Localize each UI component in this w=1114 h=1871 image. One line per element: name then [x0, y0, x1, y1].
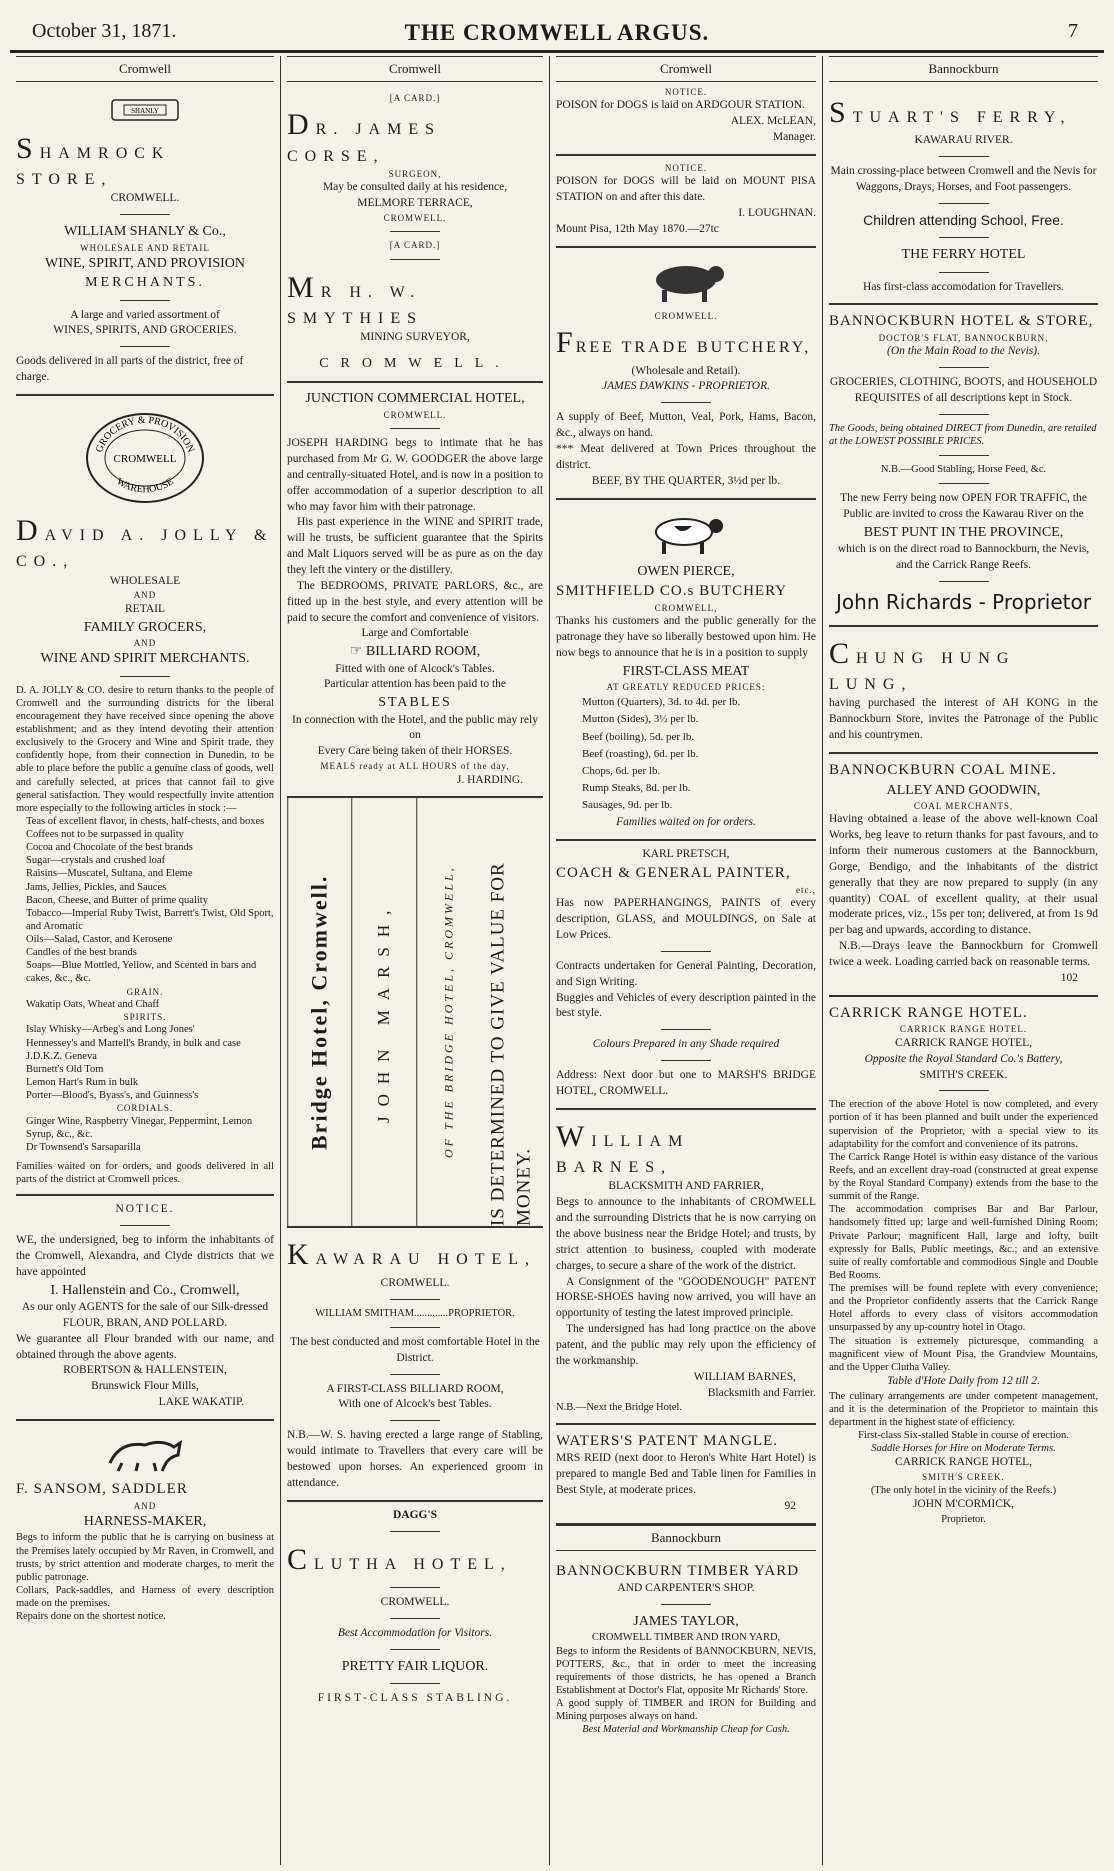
shamrock-body: A large and varied assortment of: [70, 308, 220, 321]
chung-body: having purchased the interest of AH KONG in the Bannockburn Store, invites the Patronage of the Public and his countrymen.: [829, 697, 1098, 741]
shamrock-body2: WINES, SPIRITS, AND GROCERIES.: [53, 324, 237, 337]
column-heading: Bannockburn: [556, 1525, 816, 1551]
junction-line: Large and Comfortable: [361, 627, 469, 640]
junction-signature: J. HARDING.: [456, 773, 523, 786]
ad-stuarts-ferry: [829, 86, 1098, 305]
notice-body4: We guarantee all Flour branded with our name, and obtained through the above agents.: [16, 1332, 274, 1361]
corse-title: DR. JAMES CORSE,: [287, 108, 442, 165]
carrick-para: The accommodation comprises Bar and Bar Parlour, handsomely fitted up; large and well-furnished Dining Room; Private Parlour; magnificent Hall, large and lofty, built expressly for Balls, Public meetings, &c.; and an extensive suite of really comfortable and commodious Single and Double Bed Rooms.: [829, 1204, 1098, 1281]
bridge-hotel-title: Bridge Hotel, Cromwell.: [287, 798, 351, 1226]
ferry-place: KAWARAU RIVER.: [914, 134, 1013, 147]
timber-body3: Best Material and Workmanship Cheap for Cash.: [582, 1724, 790, 1736]
junction-body3: The BEDROOMS, PRIVATE PARLORS, &c., are fitted up in the best style, and every attention will be paid to secure the comfort and convenience of visitors.: [287, 579, 543, 624]
pretsch-body: Has now PAPERHANGINGS, PAINTS of every description, GLASS, and MOULDINGS, on Sale at Low Prices.: [556, 897, 816, 942]
notice-body: WE, the undersigned, beg to inform the inhabitants of the Cromwell, Alexandra, and Clyde districts that we have appointed: [16, 1234, 274, 1278]
sansom-body2: Collars, Pack-saddles, and Harness of every description made on the premises.: [16, 1584, 274, 1610]
list-item: Cocoa and Chocolate of the best brands: [26, 842, 193, 854]
jolly-line: WHOLESALE: [109, 574, 181, 587]
list-item: Soaps—Blue Mottled, Yellow, and Scented in bars and cakes, &c., &c.: [26, 960, 257, 985]
barnes-body2: A Consignment of the "GOODENOUGH" PATENT HORSE-SHOES having now arrived, you will have an opportunity of testing the latest improved principle.: [556, 1275, 816, 1320]
jolly-body: D. A. JOLLY & CO. desire to return thanks to the people of Cromwell and the surrounding districts for the liberal encouragement they have received since opening the above establishment; and as they intend devoting their attention exclusively to the Grocery and Wine and Spirit trade, they confidently hope, from their connection in Dunedin, to be able to place before the public a genuine class of goods, well and carefully selected, at prices that cannot fail to give general satisfaction. They would respectfully invite attention more especially to the following articles in stock :—: [16, 684, 274, 814]
smithfield-heading: FIRST-CLASS MEAT: [622, 663, 750, 679]
sansom-body3: Repairs done on the shortest notice.: [16, 1611, 166, 1623]
jolly-line: WINE AND SPIRIT MERCHANTS.: [40, 651, 250, 667]
coal-title: BANNOCKBURN COAL MINE.: [829, 761, 1057, 778]
price-row: [578, 798, 744, 813]
carrick-foot2: SMITH'S CREEK.: [922, 1472, 1005, 1483]
ad-coal-mine: [829, 754, 1098, 997]
timber-title: BANNOCKBURN TIMBER YARD: [556, 1562, 800, 1579]
pretsch-name: KARL PRETSCH,: [642, 848, 730, 861]
ad-barnes: [556, 1110, 816, 1425]
masthead-rule: [10, 50, 1104, 53]
kawarau-body: The best conducted and most comfortable Hotel in the District.: [290, 1335, 540, 1364]
coal-role: COAL MERCHANTS,: [913, 800, 1014, 811]
pretsch-address: Address: Next door but one to MARSH'S BRIDGE HOTEL, CROMWELL.: [556, 1069, 816, 1098]
list-item: Lemon Hart's Rum in bulk: [26, 1076, 139, 1088]
ad-junction-hotel: [287, 383, 543, 798]
timber-yard: CROMWELL TIMBER AND IRON YARD,: [591, 1632, 781, 1644]
list-item: Candles of the best brands: [26, 947, 137, 959]
carrick-sub: CARRICK RANGE HOTEL.: [899, 1024, 1028, 1035]
clutha-pre: DAGG'S: [392, 1508, 438, 1521]
barnes-sig: WILLIAM BARNES,: [693, 1370, 796, 1383]
ad-number: 102: [1060, 971, 1078, 984]
cow-icon: [646, 512, 726, 556]
bhotel-road: which is on the direct road to Bannockburn, the Nevis, and the Carrick Range Reefs.: [837, 543, 1090, 572]
smythies-place: CROMWELL.: [319, 356, 511, 372]
ferry-hotel: THE FERRY HOTEL: [901, 247, 1026, 263]
shanly-sign-logo: [110, 98, 180, 122]
carrick-horses: Saddle Horses for Hire on Moderate Terms.: [871, 1443, 1056, 1455]
butchery-body: A supply of Beef, Mutton, Veal, Pork, Hams, Bacon, &c., always on hand.: [556, 411, 816, 440]
bhotel-title: BANNOCKBURN HOTEL & STORE,: [829, 313, 1094, 330]
poison-date: Mount Pisa, 12th May 1870.—27tc: [556, 222, 719, 235]
barnes-nb: N.B.—Next the Bridge Hotel.: [556, 1402, 682, 1414]
ad-free-trade-butchery: [556, 248, 816, 500]
carrick-opposite: Opposite the Royal Standard Co.'s Battery,: [864, 1052, 1063, 1065]
shanly-sign-text: SHANLY: [131, 106, 159, 115]
carrick-para: The culinary arrangements are under competent management, and it is the determination of the Proprietor to maintain this department in the highest state of efficiency.: [829, 1390, 1098, 1429]
pretsch-colours: Colours Prepared in any Shade required: [592, 1038, 780, 1051]
kawarau-nb: N.B.—W. S. having erected a large range of Stabling, would intimate to Travellers that every care will be bestowed upon horses. An experienced groom in attendance.: [287, 1429, 543, 1489]
barnes-role2: Blacksmith and Farrier.: [707, 1386, 816, 1399]
mangle-body: MRS REID (next door to Heron's White Hart Hotel) is prepared to mangle Bed and Table linen for Families in Best Style, at moderate prices.: [556, 1452, 816, 1496]
list-item: Raisins—Muscatel, Sultana, and Eleme: [26, 868, 193, 880]
price-cell: Mutton (Quarters), 3d. to 4d. per lb.: [582, 696, 741, 709]
junction-body2: His past experience in the WINE and SPIRIT trade, will he trusts, be sufficient guarantee that the Spirits and Malt Liquors served will be as pure as on the day they left the vintery or the distillery.: [287, 516, 543, 576]
coal-firm: ALLEY AND GOODWIN,: [886, 782, 1041, 798]
list-item: Dr Townsend's Sarsaparilla: [26, 1141, 141, 1153]
pretsch-body2: Contracts undertaken for General Painting, Decoration, and Sign Writing.: [556, 959, 816, 988]
ad-smithfield-butchery: [556, 500, 816, 842]
corse-body3: CROMWELL.: [383, 212, 447, 223]
svg-text:GROCERY & PROVISION: [94, 415, 196, 454]
clutha-stabling: FIRST-CLASS STABLING.: [317, 1692, 513, 1704]
kawarau-place: CROMWELL.: [380, 1276, 450, 1289]
ad-hallenstein-notice: [16, 1196, 274, 1421]
jolly-cordial-items: [16, 1115, 274, 1154]
price-cell: Chops, 6d. per lb.: [582, 764, 661, 777]
list-item: J.D.K.Z. Geneva: [26, 1050, 97, 1062]
timber-owner: JAMES TAYLOR,: [633, 1614, 739, 1630]
column-heading: Cromwell: [556, 56, 816, 82]
smythies-role: MINING SURVEYOR,: [360, 331, 470, 344]
carrick-stable: First-class Six-stalled Stable in course of erection.: [858, 1430, 1069, 1442]
carrick-para: The erection of the above Hotel is now completed, and every portion of it has been planned and built under the experienced supervision of the Proprietor, with a special view to its adaptability for the comfort and convenience of its patrons.: [829, 1099, 1098, 1150]
kawarau-proprietor: WILLIAM SMITHAM.............PROPRIETOR.: [315, 1307, 515, 1319]
price-cell: Mutton (Sides), 3½ per lb.: [582, 713, 699, 726]
bhotel-body: GROCERIES, CLOTHING, BOOTS, and HOUSEHOLD REQUISITES of all descriptions kept in Stock.: [829, 376, 1098, 405]
junction-title: JUNCTION COMMERCIAL HOTEL,: [305, 391, 525, 407]
shamrock-role: WHOLESALE AND RETAIL: [80, 242, 210, 253]
clutha-place: CROMWELL.: [380, 1595, 450, 1608]
junction-line: Fitted with one of Alcock's Tables.: [335, 662, 495, 675]
carrick-para: The Carrick Range Hotel is within easy distance of the various Reefs, and an excellent dray-road (constructed at great expense by the Royal Standard Company) extends from the base to the summit of the Range.: [829, 1151, 1098, 1203]
list-item: Coffees not to be surpassed in quality: [26, 829, 184, 841]
price-list: [576, 693, 746, 815]
list-item: Oils—Salad, Castor, and Kerosene: [26, 934, 173, 946]
kawarau-billiard: A FIRST-CLASS BILLIARD ROOM,: [326, 1382, 504, 1395]
list-item: Jams, Jellies, Pickles, and Sauces: [26, 881, 167, 893]
ad-kawarau-hotel: [287, 1228, 543, 1501]
sansom-and: AND: [133, 1500, 157, 1511]
coal-body: Having obtained a lease of the above well-known Coal Works, beg leave to return thanks for past favours, and to inform their numerous customers at the Bannockburn, Gorge, Bendigo, and the inhabitants of the district generally that they are now prepared to supply (in any quantity) COAL of excellent quality, at their usual moderate prices, viz., 15s per ton; delivered, at from 1s 9d per bag and upwards, according to distance.: [829, 813, 1098, 937]
butchery-title: FREE TRADE BUTCHERY,: [556, 326, 812, 360]
bridge-slogan: IS DETERMINED TO GIVE VALUE FOR MONEY.: [487, 862, 535, 1227]
ad-clutha-hotel: [287, 1502, 543, 1715]
jolly-line: AND: [133, 637, 157, 648]
jolly-line: AND: [133, 590, 157, 601]
notice-body2: As our only AGENTS for the sale of our Silk-dressed: [21, 1301, 269, 1314]
notice-body3: FLOUR, BRAN, AND POLLARD.: [62, 1316, 228, 1329]
column-4: [823, 56, 1104, 1865]
price-cell: Rump Steaks, 8d. per lb.: [582, 782, 691, 795]
billiard-room-line: [287, 642, 543, 661]
ad-pretsch: [556, 841, 816, 1110]
shamrock-trade2: MERCHANTS.: [85, 275, 205, 291]
jolly-grain-item: Wakatip Oats, Wheat and Chaff: [26, 998, 160, 1010]
stamp-bottom-text: WAREHOUSE: [114, 476, 176, 496]
carrick-place: SMITH'S CREEK.: [919, 1068, 1008, 1081]
price-row: [578, 747, 744, 762]
price-cell: Beef (roasting), 6d. per lb.: [582, 747, 699, 760]
shamrock-title: SHAMROCK STORE,: [16, 131, 171, 189]
price-row: [578, 781, 744, 796]
timber-body: Begs to inform the Residents of BANNOCKBURN, NEVIS, POTTERS, &c., that in order to meet the increasing requirements of those districts, he has opened a Branch Establishment at Doctor's Flat, opposite Mr Richards' Store.: [556, 1645, 816, 1696]
list-item: Ginger Wine, Raspberry Vinegar, Peppermint, Lemon Syrup, &c., &c.: [26, 1115, 253, 1140]
shamrock-trade: WINE, SPIRIT, AND PROVISION: [44, 255, 246, 271]
price-cell: Beef (boiling), 5d. per lb.: [582, 730, 695, 743]
sansom-title2: HARNESS-MAKER,: [83, 1514, 207, 1530]
ad-bannockburn-hotel: [829, 305, 1098, 626]
bhotel-sub: DOCTOR'S FLAT, BANNOCKBURN,: [878, 333, 1049, 344]
smythies-title: MR H. W. SMYTHIES: [287, 270, 424, 328]
bhotel-sub2: (On the Main Road to the Nevis).: [887, 345, 1040, 358]
bridge-place: OF THE BRIDGE HOTEL, CROMWELL,: [416, 798, 480, 1226]
stamp-top-text: GROCERY & PROVISION: [93, 414, 197, 455]
kawarau-tables: With one of Alcock's best Tables.: [338, 1398, 492, 1411]
bridge-owner: JOHN MARSH,: [351, 798, 415, 1226]
butchery-place: CROMWELL.: [654, 310, 718, 321]
list-item: Bacon, Cheese, and Butter of prime quality: [26, 894, 208, 906]
butchery-body2: *** Meat delivered at Town Prices throughout the district.: [556, 443, 816, 471]
sansom-body: Begs to inform the public that he is carrying on business at the Premises lately occupied by Mr Raven, in Cromwell, and trusts, by strict attention and moderate charges, to merit the public patronage.: [16, 1532, 274, 1583]
ad-timber-yard: [556, 1555, 816, 1745]
sansom-title: F. SANSOM, SADDLER: [16, 1481, 188, 1498]
ad-sansom: [16, 1421, 274, 1631]
list-item: Sugar—crystals and crushed loaf: [26, 855, 166, 867]
timber-sub: AND CARPENTER'S SHOP.: [617, 1582, 755, 1595]
jolly-foot: Families waited on for orders, and goods delivered in all parts of the district at Cromwell prices.: [16, 1161, 274, 1186]
clutha-body: Best Accommodation for Visitors.: [337, 1626, 493, 1639]
ad-chung-hung-lung: [829, 627, 1098, 754]
smithfield-subheading: AT GREATLY REDUCED PRICES:: [606, 681, 766, 692]
carrick-proprietor: JOHN M'CORMICK,: [912, 1497, 1015, 1510]
jolly-grain-head: GRAIN.: [126, 986, 164, 997]
junction-line: In connection with the Hotel, and the public may rely on: [292, 713, 538, 742]
smithfield-owner: OWEN PIERCE,: [637, 563, 735, 579]
smithfield-title: SMITHFIELD CO.s BUTCHERY: [556, 582, 788, 599]
column-heading: Cromwell: [16, 56, 274, 82]
smithfield-foot: Families waited on for orders.: [616, 816, 756, 829]
ad-number: 92: [784, 1499, 796, 1512]
ferry-accommodation: Has first-class accomodation for Travellers.: [863, 280, 1064, 293]
chung-title: CHUNG HUNG LUNG,: [829, 636, 1016, 694]
barnes-body: Begs to announce to the inhabitants of CROMWELL and the surrounding Districts that he is now carrying on the above business near the Bridge Hotel; and trusts, by strict attention to business, coupled with moderate charges, to secure a share of the work of the district.: [556, 1196, 816, 1272]
notice-title: NOTICE.: [664, 86, 708, 97]
column-1: [10, 56, 280, 1865]
mangle-title: WATERS'S PATENT MANGLE.: [556, 1432, 778, 1449]
clutha-liquor: PRETTY FAIR LIQUOR.: [341, 1658, 489, 1674]
carrick-foot3: (The only hotel in the vicinity of the Reefs.): [870, 1484, 1057, 1496]
bhotel-punt: BEST PUNT IN THE PROVINCE,: [863, 525, 1064, 541]
price-row: [578, 695, 744, 710]
jolly-spirit-items: [16, 1023, 274, 1102]
junction-billiard: BILLIARD ROOM,: [365, 644, 481, 660]
ad-carrick-range-hotel: [829, 997, 1098, 1534]
poison-sig: ALEX. McLEAN,: [730, 115, 816, 128]
price-row: [578, 730, 744, 745]
jolly-spirits-head: SPIRITS.: [123, 1012, 167, 1023]
junction-line: Every Care being taken of their HORSES.: [317, 745, 513, 758]
corse-body2: MELMORE TERRACE,: [357, 197, 473, 210]
price-cell: Sausages, 9d. per lb.: [582, 799, 673, 812]
carrick-title: CARRICK RANGE HOTEL.: [829, 1004, 1028, 1021]
carrick-table-dhote: Table d'Hote Daily from 12 till 2.: [887, 1374, 1040, 1387]
carrick-foot: CARRICK RANGE HOTEL,: [894, 1456, 1033, 1469]
clutha-title: CLUTHA HOTEL,: [287, 1542, 512, 1576]
junction-stables: STABLES: [378, 695, 452, 711]
smithfield-place: CROMWELL,: [654, 602, 718, 613]
coal-nb: N.B.—Drays leave the Bannockburn for Cromwell twice a week. Loading carried back on reasonable terms.: [829, 940, 1098, 968]
svg-text:WAREHOUSE: [114, 476, 175, 495]
ox-icon: [646, 260, 726, 304]
ferry-body: Main crossing-place between Cromwell and the Nevis for Waggons, Drays, Horses, and Foot passengers.: [830, 165, 1097, 194]
column-heading: Bannockburn: [829, 56, 1098, 82]
butchery-sub: (Wholesale and Retail).: [631, 364, 741, 377]
carrick-para: The premises will be found replete with every convenience; and the Proprietor confidently asserts that the Carrick Range Hotel affords to every class of visitors accommodation unsurpassed by any up-country hotel in Otago.: [829, 1283, 1098, 1334]
card-label: [A CARD.]: [389, 92, 441, 103]
masthead: [10, 12, 1104, 52]
ad-bridge-hotel: [287, 798, 543, 1228]
junction-line: Particular attention has been paid to the: [323, 678, 507, 691]
notice-sig3: LAKE WAKATIP.: [158, 1396, 244, 1409]
list-item: Porter—Blood's, Byass's, and Guinness's: [26, 1090, 199, 1102]
pretsch-title: COACH & GENERAL PAINTER,: [556, 865, 791, 882]
ferry-school: Children attending School, Free.: [863, 211, 1064, 228]
column-3: [550, 56, 822, 1865]
jolly-title: DAVID A. JOLLY & CO.,: [16, 514, 274, 571]
timber-body2: A good supply of TIMBER and IRON for Building and Mining purposes always on hand.: [556, 1698, 816, 1723]
carrick-title2: CARRICK RANGE HOTEL,: [894, 1036, 1033, 1049]
jolly-items: [16, 815, 274, 986]
list-item: Hennessey's and Martell's Brandy, in bulk and case: [26, 1037, 241, 1049]
corse-role: SURGEON,: [388, 168, 442, 179]
pretsch-body3: Buggies and Vehicles of every description painted in the best style.: [556, 991, 816, 1020]
bhotel-body2: The Goods, being obtained DIRECT from Dunedin, are retailed at the LOWEST POSSIBLE PRICES.: [829, 423, 1097, 448]
bhotel-ferry: The new Ferry being now OPEN FOR TRAFFIC, the Public are invited to cross the Kawarau River on the: [840, 492, 1087, 521]
ad-shamrock-store: [16, 86, 274, 396]
barnes-role: BLACKSMITH AND FARRIER,: [608, 1180, 764, 1193]
stamp-center-text: CROMWELL: [113, 453, 177, 466]
warehouse-stamp-logo: [80, 408, 210, 504]
poison-sig: I. LOUGHNAN.: [738, 207, 816, 220]
ad-corse: [287, 86, 543, 383]
corse-body: May be consulted daily at his residence,: [322, 181, 508, 194]
pointing-hand-icon: ☞: [349, 644, 366, 660]
ad-poison-ardgour: [556, 86, 816, 156]
jolly-line: FAMILY GROCERS,: [83, 619, 207, 635]
notice-title: NOTICE.: [664, 162, 708, 173]
notice-firm: I. Hallenstein and Co., Cromwell,: [50, 1282, 240, 1298]
horse-icon: [100, 1433, 190, 1473]
column-2: [281, 56, 549, 1865]
smithfield-body: Thanks his customers and the public generally for the patronage they have so liberally bestowed upon him. He now begs to announce that he is in a position to supply: [556, 614, 816, 659]
jolly-line: RETAIL: [125, 602, 165, 615]
list-item: Burnett's Old Tom: [26, 1063, 104, 1075]
list-item: Teas of excellent flavor, in chests, half-chests, and boxes: [26, 815, 265, 827]
butchery-beef: BEEF, BY THE QUARTER, 3½d per lb.: [591, 474, 781, 487]
notice-sig: ROBERTSON & HALLENSTEIN,: [63, 1364, 227, 1377]
ad-jolly: [16, 396, 274, 1196]
bhotel-nb: N.B.—Good Stabling, Horse Feed, &c.: [880, 464, 1047, 476]
issue-date: October 31, 1871.: [32, 20, 177, 42]
shamrock-delivery: Goods delivered in all parts of the district, free of charge.: [16, 355, 244, 384]
page-number: 7: [1068, 20, 1078, 42]
list-item: Tobacco—Imperial Ruby Twist, Barrett's Twist, Old Sport, and Aromatic: [26, 907, 274, 932]
butchery-proprietor: JAMES DAWKINS - PROPRIETOR.: [602, 380, 770, 393]
list-item: Islay Whisky—Arbeg's and Long Jones': [26, 1024, 195, 1036]
barnes-title: WILLIAM BARNES,: [556, 1119, 690, 1177]
price-row: [578, 712, 744, 727]
bhotel-proprietor: John Richards - Proprietor: [836, 590, 1091, 615]
notice-sig2: Brunswick Flour Mills,: [91, 1380, 199, 1393]
jolly-cordials-head: CORDIALS.: [116, 1103, 174, 1114]
junction-place: CROMWELL.: [383, 409, 447, 420]
junction-meals: MEALS ready at ALL HOURS of the day.: [320, 761, 510, 772]
card-label: [A CARD.]: [389, 240, 441, 251]
shamrock-owner: WILLIAM SHANLY & Co.,: [64, 224, 226, 240]
kawarau-title: KAWARAU HOTEL,: [287, 1238, 537, 1272]
junction-body: JOSEPH HARDING begs to intimate that he has purchased from Mr G. W. GOODGER the above large and centrally-situated Hotel, and is now in a position to offer accommodation of a superior description to all who may favor him with their patronage.: [287, 437, 543, 513]
poison-role: Manager.: [772, 131, 816, 144]
price-row: [578, 764, 744, 779]
poison-body: POISON for DOGS is laid on ARDGOUR STATION.: [556, 99, 805, 112]
pretsch-etc: etc.,: [796, 884, 816, 895]
shamrock-place: CROMWELL.: [110, 192, 180, 205]
notice-title: NOTICE.: [115, 1203, 175, 1216]
poison-body: POISON for DOGS will be laid on MOUNT PISA STATION on and after this date.: [556, 175, 816, 204]
ad-mangle: [556, 1425, 816, 1525]
column-heading: Cromwell: [287, 56, 543, 82]
carrick-role: Proprietor.: [941, 1513, 986, 1525]
newspaper-title: THE CROMWELL ARGUS.: [404, 20, 710, 45]
ferry-title: STUART'S FERRY,: [829, 95, 1072, 129]
ad-poison-pisa: [556, 156, 816, 248]
carrick-para: The situation is extremely picturesque, commanding a magnificent view of Mount Pisa, the Grandview Mountains, and the Upper Clutha Valley.: [829, 1335, 1098, 1373]
barnes-body3: The undersigned has had long practice on the above patent, and the public may rely upon the efficiency of the workmanship.: [556, 1323, 816, 1367]
